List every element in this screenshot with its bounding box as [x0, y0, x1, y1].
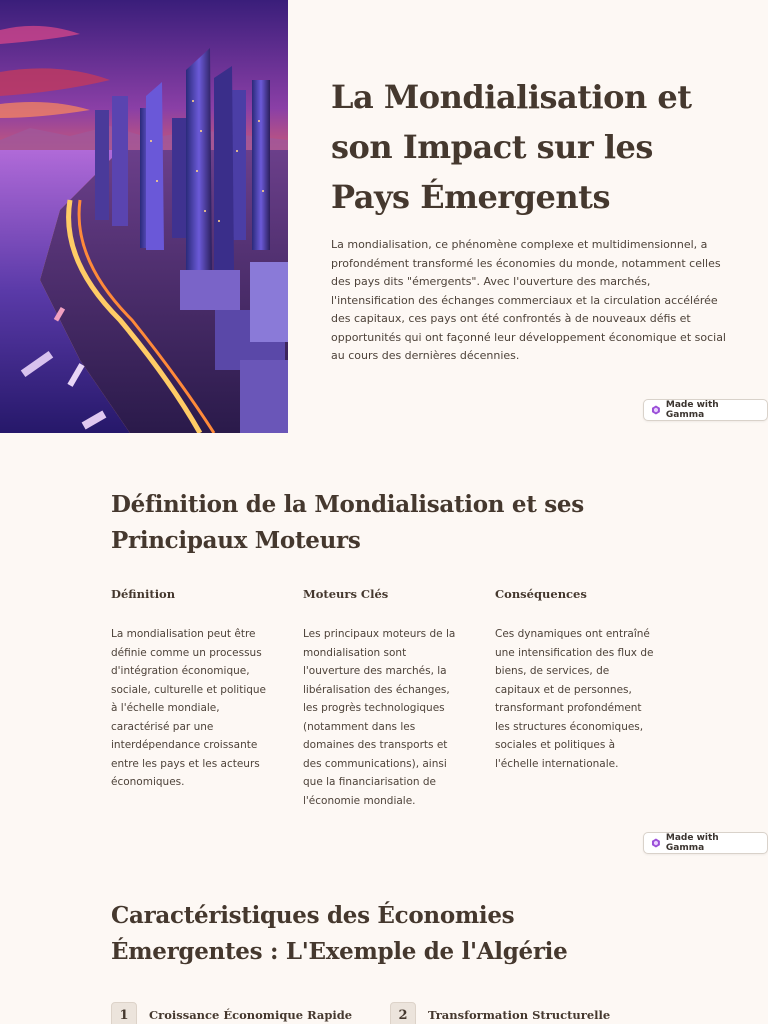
- definition-section-title: Définition de la Mondialisation et ses Principaux Moteurs: [111, 491, 584, 554]
- consequences-column: [495, 587, 655, 773]
- badge-label: Made with Gamma: [665, 400, 719, 420]
- step-number: 1: [111, 1002, 137, 1024]
- made-with-gamma-button[interactable]: [643, 832, 768, 854]
- column-heading: Moteurs Clés: [303, 587, 389, 601]
- column-text: La mondialisation peut être définie comme un processus d'intégration économique, sociale, culturelle et politique à l'échelle mondiale, caractérisé par une interdépendance croissante entre les pays et les acteurs économiques.: [111, 628, 267, 788]
- key-drivers-column: [303, 587, 463, 810]
- step-item: [111, 1002, 352, 1024]
- column-text: Ces dynamiques ont entraîné une intensification des flux de biens, de services, de capitaux et de personnes, transformant profondément les structures économiques, sociales et politiques à l'échelle internationale.: [495, 628, 654, 770]
- step-number: 2: [390, 1002, 416, 1024]
- characteristics-section-title: Caractéristiques des Économies Émergentes : L'Exemple de l'Algérie: [111, 902, 568, 965]
- gamma-logo-icon: [651, 838, 661, 848]
- hero-city-image: [0, 0, 288, 433]
- column-heading: Conséquences: [495, 587, 587, 601]
- step-item: [390, 1002, 610, 1024]
- step-label: Croissance Économique Rapide: [149, 1008, 353, 1022]
- column-heading: Définition: [111, 587, 176, 601]
- definition-column: [111, 587, 271, 792]
- hero-title: La Mondialisation et son Impact sur les Pays Émergents: [331, 78, 692, 216]
- column-text: Les principaux moteurs de la mondialisation sont l'ouverture des marchés, la libéralisation des échanges, les progrès technologiques (notamment dans les domaines des transports et des communications), ainsi que la financiarisation de l'économie mondiale.: [303, 628, 456, 807]
- hero-intro-paragraph: La mondialisation, ce phénomène complexe et multidimensionnel, a profondément transformé les économies du monde, notamment celles des pays dits "émergents". Avec l'ouverture des marchés, l'intensification des échanges commerciaux et la circulation accélérée des capitaux, ces pays ont été confrontés à de nouveaux défis et opportunités qui ont façonné leur développement économique et social au cours des dernières décennies.: [331, 238, 726, 362]
- gamma-logo-icon: [651, 405, 661, 415]
- step-label: Transformation Structurelle: [428, 1008, 611, 1022]
- made-with-gamma-button[interactable]: [643, 399, 768, 421]
- badge-label: Made with Gamma: [665, 833, 719, 853]
